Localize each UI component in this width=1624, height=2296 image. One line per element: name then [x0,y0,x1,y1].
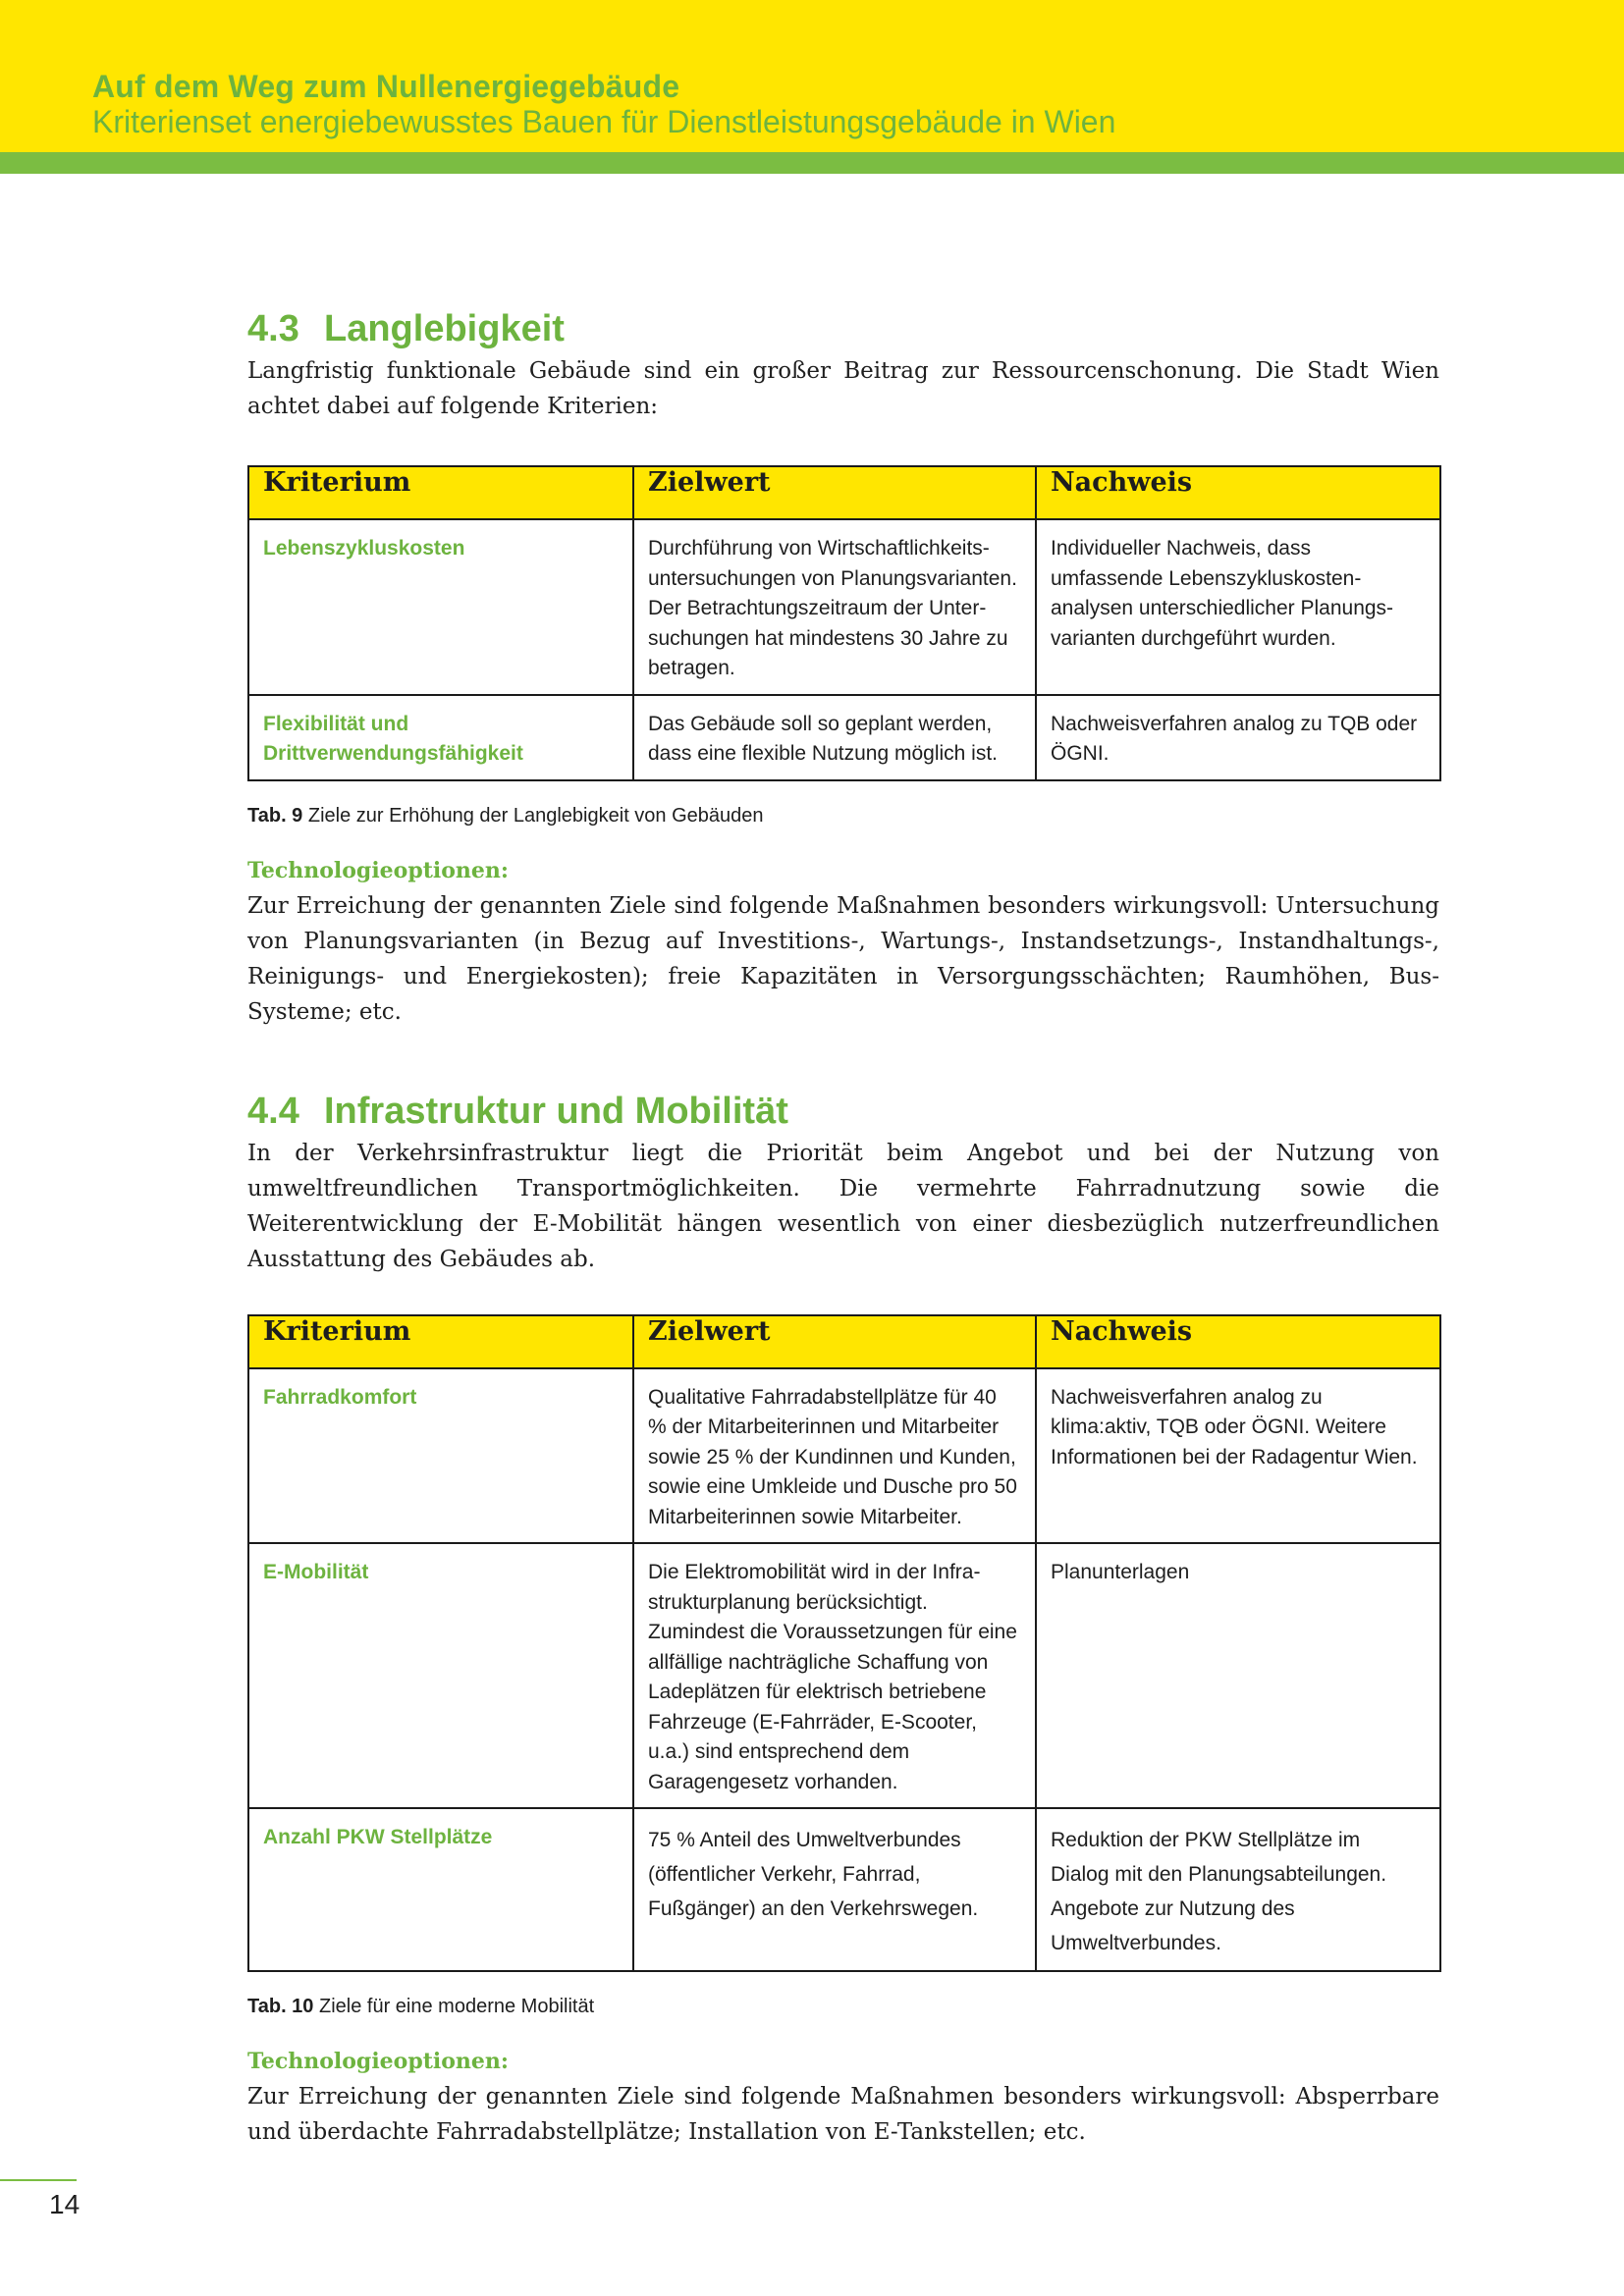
section-44-title: Infrastruktur und Mobilität [324,1090,788,1132]
table-mobilitaet [247,1314,1441,1973]
section-43-number: 4.3 [247,308,299,349]
technology-options-heading: Technologieoptionen: [247,2049,510,2074]
page-number: 14 [49,2189,81,2219]
column-header-kriterium: Kriterium [248,1315,633,1368]
section-44-number: 4.4 [247,1090,299,1132]
column-header-kriterium: Kriterium [248,466,633,519]
cell-kriterium: E-Mobilität [248,1543,633,1808]
table-header-row [248,1315,1440,1368]
table-caption [247,805,1439,828]
caption-text: Ziele zur Erhöhung der Langlebigkeit von Gebäuden [302,804,764,827]
cell-kriterium: Flexibilität und Drittverwendungsfähigkeit [248,695,633,780]
caption-text: Ziele für eine moderne Mobilität [313,1996,595,2017]
footer-line [0,2179,77,2181]
table-row [248,519,1440,695]
cell-nachweis: Nachweisverfahren analog zu klima:aktiv, TQB oder ÖGNI. Weitere Informationen bei der Radagentur Wien. [1036,1368,1440,1544]
cell-zielwert: Die Elektromobilität wird in der Infra-strukturplanung berücksichtigt. Zumindest die Voraussetzungen für eine allfällige nachträgliche Schaffung von Ladeplätzen für elektrisch betriebene Fahrzeuge (E-Fahrräder, E-Scooter, u.a.) sind entsprechend dem Garagengesetz vorhanden. [633,1543,1036,1808]
section-44-intro: In der Verkehrsinfrastruktur liegt die Priorität beim Angebot und bei der Nutzung von umweltfreundlichen Transportmöglichkeiten. Die vermehrte Fahrradnutzung sowie die Weiterentwicklung der E-Mobilität hängen wesentlich von einer diesbezüglich nutzerfreundlichen Ausstattung des Gebäudes ab. [247,1140,1439,1272]
cell-nachweis: Planunterlagen [1036,1543,1440,1808]
table-header-row [248,466,1440,519]
document-title: Auf dem Weg zum Nullenergiegebäude [92,69,680,104]
table-row [248,1368,1440,1544]
caption-label: Tab. 9 [247,804,303,827]
table-row [248,1808,1440,1971]
column-header-zielwert: Zielwert [633,466,1036,519]
section-43-title: Langlebigkeit [324,308,565,349]
cell-zielwert: 75 % Anteil des Umweltverbundes (öffentlicher Verkehr, Fahrrad, Fußgänger) an den Verkehrswegen. [633,1808,1036,1971]
section-43-intro: Langfristig funktionale Gebäude sind ein großer Beitrag zur Ressourcenschonung. Die Stadt Wien achtet dabei auf folgende Kriterien: [247,358,1439,419]
column-header-nachweis: Nachweis [1036,1315,1440,1368]
page-content [247,304,1439,2150]
section-44-heading [247,1087,1439,1136]
column-header-zielwert: Zielwert [633,1315,1036,1368]
section-43-heading [247,304,1439,353]
cell-zielwert: Das Gebäude soll so geplant werden, dass eine flexible Nutzung möglich ist. [633,695,1036,780]
document-subtitle: Kriterienset energiebewusstes Bauen für Dienstleistungsgebäude in Wien [92,104,1116,139]
table-caption [247,1996,1439,2018]
cell-kriterium: Fahrradkomfort [248,1368,633,1544]
header-stripe [0,152,1624,174]
cell-nachweis: Individueller Nachweis, dass umfassende Lebenszykluskosten-analysen unterschiedlicher Planungs-varianten durchgeführt wurden. [1036,519,1440,695]
caption-label: Tab. 10 [247,1996,314,2017]
cell-nachweis: Nachweisverfahren analog zu TQB oder ÖGNI. [1036,695,1440,780]
technology-options-heading: Technologieoptionen: [247,857,510,883]
cell-nachweis: Reduktion der PKW Stellplätze im Dialog mit den Planungsabteilungen. Angebote zur Nutzung des Umweltverbundes. [1036,1808,1440,1971]
cell-zielwert: Durchführung von Wirtschaftlichkeits-untersuchungen von Planungsvarianten. Der Betrachtungszeitraum der Unter-suchungen hat mindestens 30 Jahre zu betragen. [633,519,1036,695]
technology-options-text: Zur Erreichung der genannten Ziele sind folgende Maßnahmen besonders wirkungsvoll: Absperrbare und überdachte Fahrradabstellplätze; Installation von E-Tankstellen; etc. [247,2084,1439,2145]
table-row [248,695,1440,780]
cell-zielwert: Qualitative Fahrradabstellplätze für 40 % der Mitarbeiterinnen und Mitarbeiter sowie 25 % der Kundinnen und Kunden, sowie eine Umkleide und Dusche pro 50 Mitarbeiterinnen sowie Mitarbeiter. [633,1368,1036,1544]
table-langlebigkeit [247,465,1441,781]
cell-kriterium: Lebenszykluskosten [248,519,633,695]
cell-kriterium: Anzahl PKW Stellplätze [248,1808,633,1971]
technology-options-text: Zur Erreichung der genannten Ziele sind folgende Maßnahmen besonders wirkungsvoll: Untersuchung von Planungsvarianten (in Bezug auf Investitions-, Wartungs-, Instandsetzungs-, Instandhaltungs-, Reinigungs- und Energiekosten); freie Kapazitäten in Versorgungsschächten; Raumhöhen, Bus-Systeme; etc. [247,892,1439,1025]
table-row [248,1543,1440,1808]
column-header-nachweis: Nachweis [1036,466,1440,519]
